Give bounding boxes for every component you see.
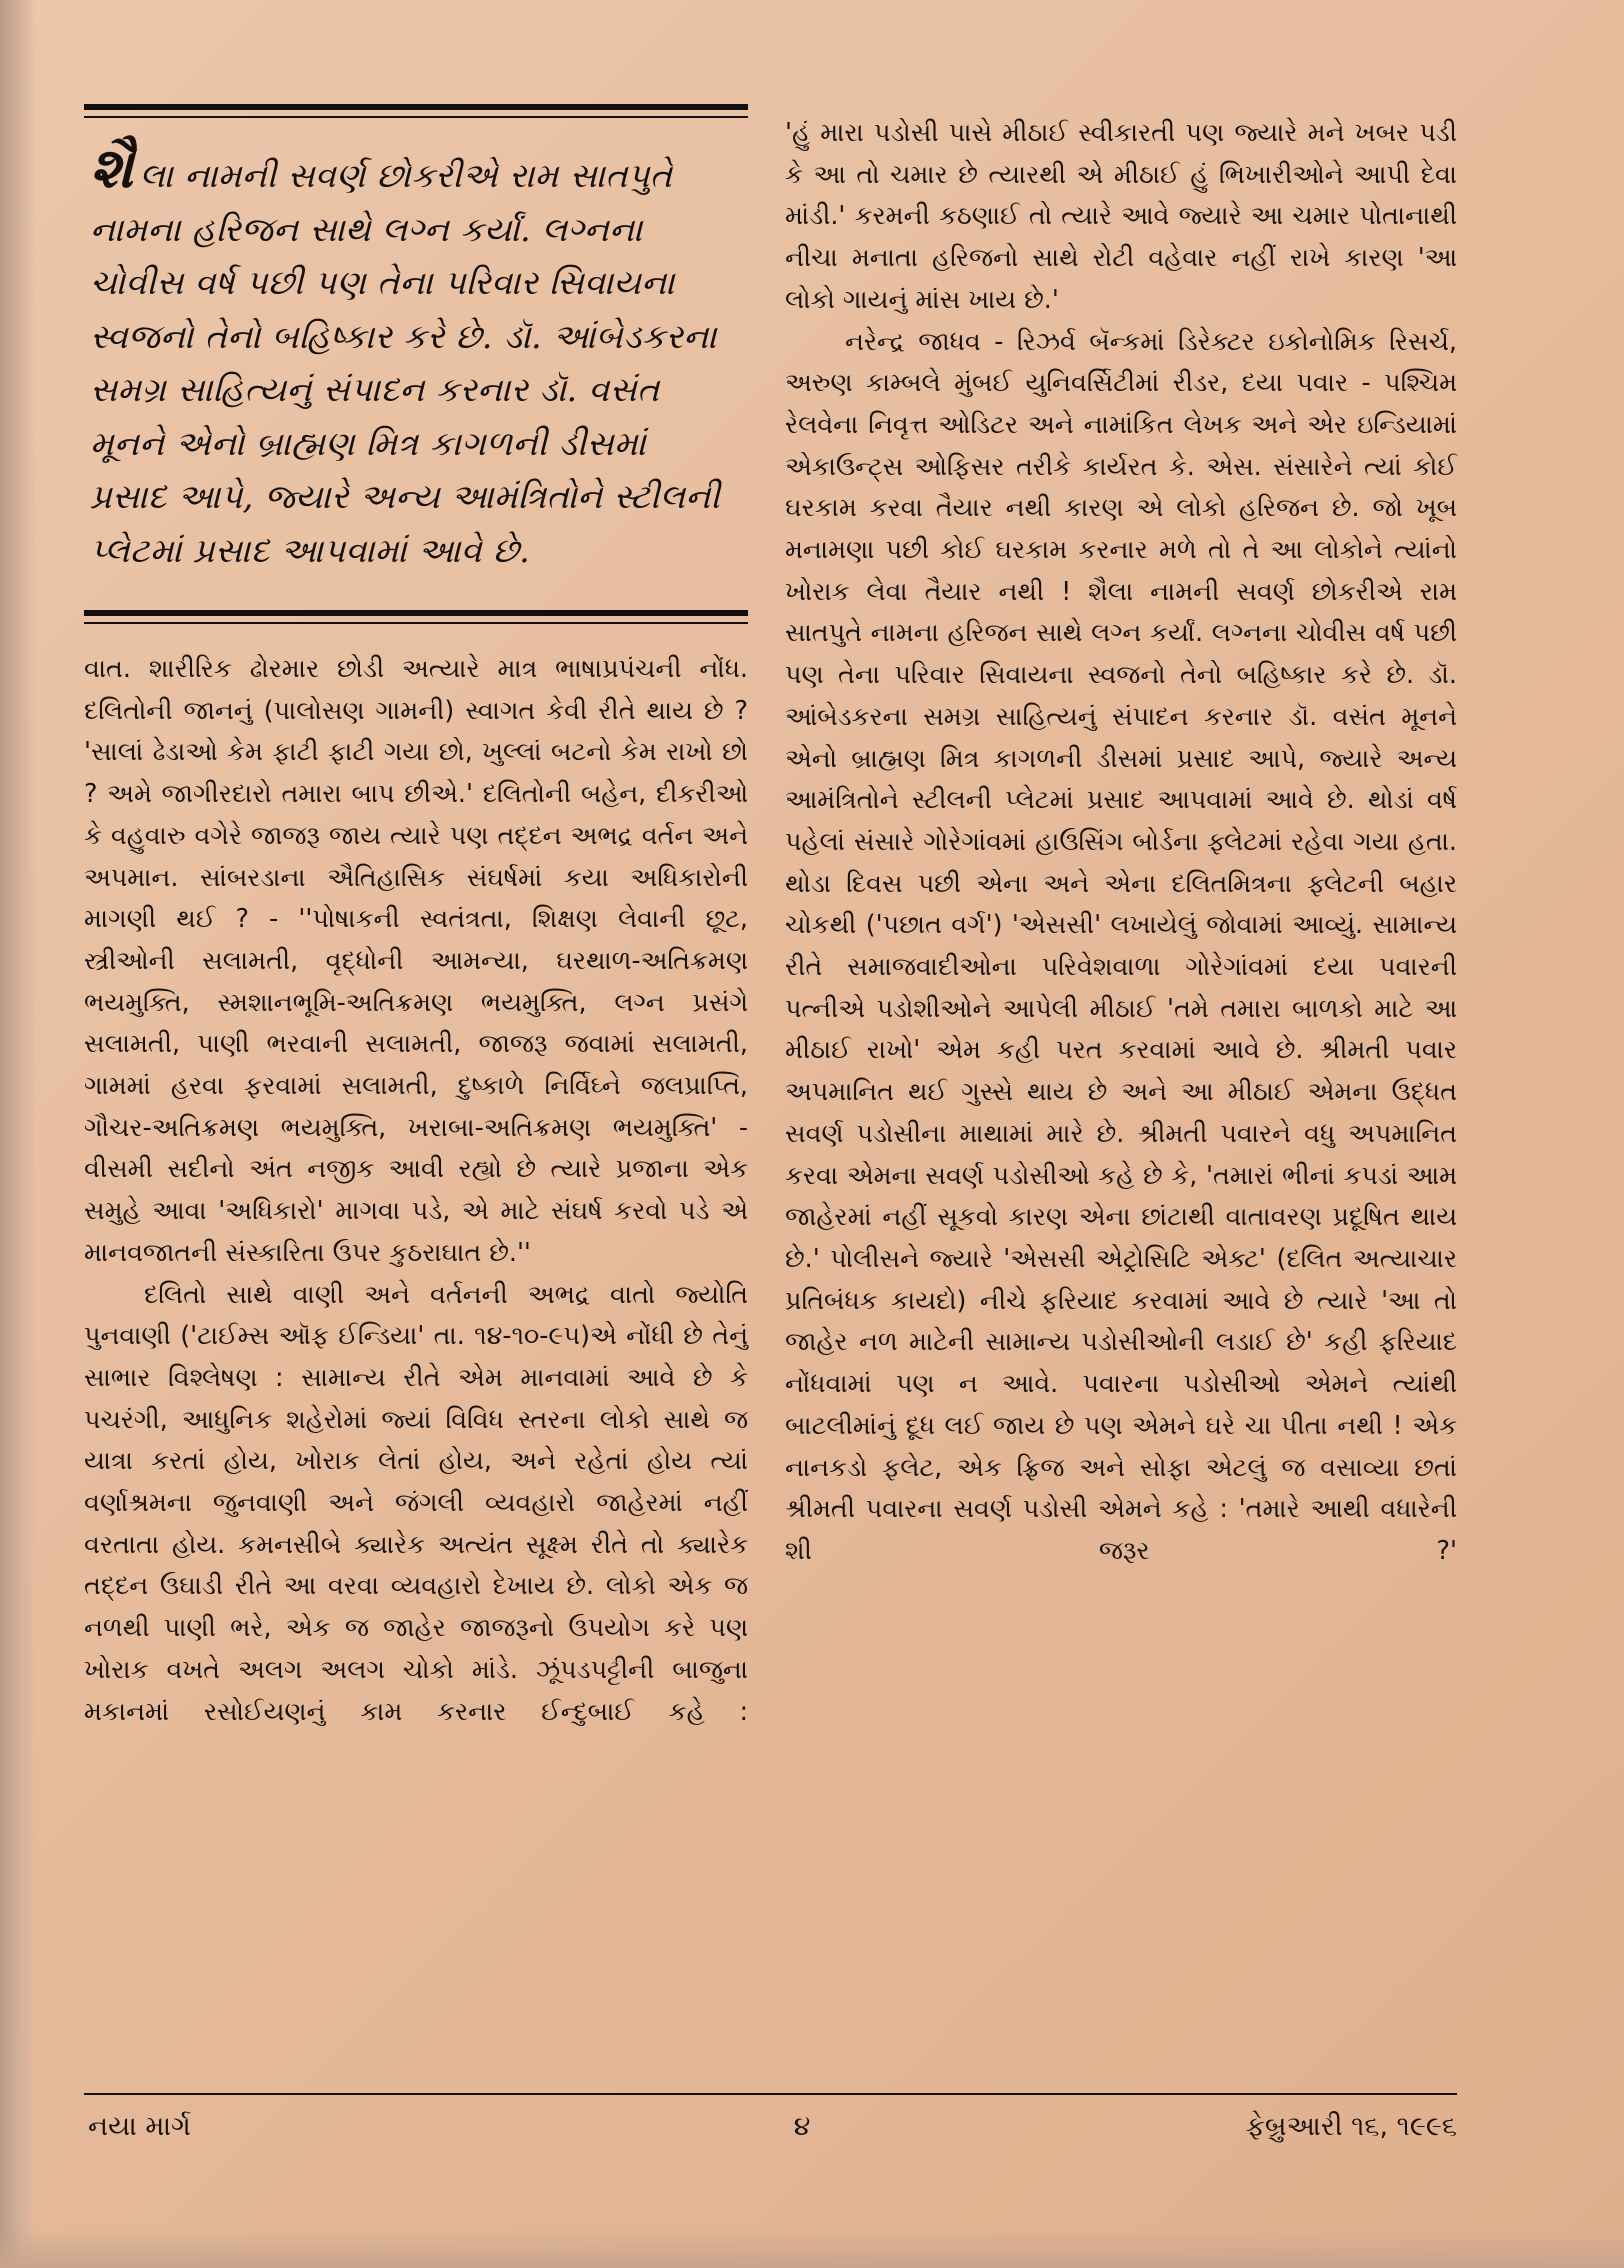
pull-quote-top-rule-thick: [84, 104, 748, 110]
right-column: [785, 112, 1457, 1572]
footer-rule: [84, 2093, 1457, 2095]
right-paragraph-2: નરેન્દ્ર જાધવ - રિઝર્વ બૅન્કમાં ડિરેક્ટર ઇકોનોમિક રિસર્ચ, અરુણ કામ્બલે મુંબઈ યુનિવર્સિટીમાં રીડર, દયા પવાર - પશ્ચિમ રેલવેના નિવૃત્ત ઓડિટર અને નામાંકિત લેખક અને એર ઇન્ડિયામાં એકાઉન્ટ્સ ઓફિસર તરીકે કાર્યરત કે. એસ. સંસારેને ત્યાં કોઈ ઘરકામ કરવા તૈયાર નથી કારણ એ લોકો હરિજન છે. જો ખૂબ મનામણા પછી કોઈ ઘરકામ કરનાર મળે તો તે આ લોકોને ત્યાંનો ખોરાક લેવા તૈયાર નથી ! શૈલા નામની સવર્ણ છોકરીએ રામ સાતપુતે નામના હરિજન સાથે લગ્ન કર્યાં. લગ્નના ચોવીસ વર્ષ પછી પણ તેના પરિવાર સિવાયના સ્વજનો તેનો બહિષ્કાર કરે છે. ડૉ. આંબેડકરના સમગ્ર સાહિત્યનું સંપાદન કરનાર ડૉ. વસંત મૂનને એનો બ્રાહ્મણ મિત્ર કાગળની ડીસમાં પ્રસાદ આપે, જ્યારે અન્ય આમંત્રિતોને સ્ટીલની પ્લેટમાં પ્રસાદ આપવામાં આવે છે. થોડાં વર્ષ પહેલાં સંસારે ગોરેગાંવમાં હાઉસિંગ બોર્ડના ફ્લેટમાં રહેવા ગયા હતા. થોડા દિવસ પછી એના અને એના દલિતમિત્રના ફ્લેટની બહાર ચોકથી ('પછાત વર્ગ') 'એસસી' લખાયેલું જોવામાં આવ્યું. સામાન્ય રીતે સમાજવાદીઓના પરિવેશવાળા ગોરેગાંવમાં દયા પવારની પત્નીએ પડોશીઓને આપેલી મીઠાઈ 'તમે તમારા બાળકો માટે આ મીઠાઈ રાખો' એમ કહી પરત કરવામાં આવે છે. શ્રીમતી પવાર અપમાનિત થઈ ગુસ્સે થાય છે અને આ મીઠાઈ એમના ઉદ્ધત સવર્ણ પડોસીના માથામાં મારે છે. શ્રીમતી પવારને વધુ અપમાનિત કરવા એમના સવર્ણ પડોસીઓ કહે છે કે, 'તમારાં ભીનાં કપડાં આમ જાહેરમાં નહીં સૂકવો કારણ એના છાંટાથી વાતાવરણ પ્રદૂષિત થાય છે.' પોલીસને જ્યારે 'એસસી એટ્રોસિટિ એક્ટ' (દલિત અત્યાચાર પ્રતિબંધક કાયદો) નીચે ફરિયાદ કરવામાં આવે છે ત્યારે 'આ તો જાહેર નળ માટેની સામાન્ય પડોસીઓની લડાઈ છે' કહી ફરિયાદ નોંધવામાં પણ ન આવે. પવારના પડોસીઓ એમને ત્યાંથી બાટલીમાંનું દૂધ લઈ જાય છે પણ એમને ઘરે ચા પીતા નથી ! એક નાનકડો ફલેટ, એક ફ્રિજ અને સોફા એટલું જ વસાવ્યા છતાં શ્રીમતી પવારના સવર્ણ પડોસી એમને કહે : 'તમારે આથી વધારેની શી જરૂર ?': [785, 325, 1457, 1565]
footer-date: ફેબ્રુઆરી ૧૬, ૧૯૯૬: [1245, 2111, 1457, 2142]
pull-quote-bottom-rule-thick: [84, 610, 748, 616]
footer-page-number: ૪: [793, 2111, 811, 2142]
pull-quote-dropcap: શૈ: [90, 135, 134, 201]
left-column: [84, 648, 748, 1732]
left-paragraph-2: દલિતો સાથે વાણી અને વર્તનની અભદ્ર વાતો જ્યોતિ પુનવાણી ('ટાઈમ્સ ઑફ ઈન્ડિયા' તા. ૧૪-૧૦-૯૫)એ નોંધી છે તેનું સાભાર વિશ્લેષણ : સામાન્ય રીતે એમ માનવામાં આવે છે કે પચરંગી, આધુનિક શહેરોમાં જ્યાં વિવિધ સ્તરના લોકો સાથે જ યાત્રા કરતાં હોય, ખોરાક લેતાં હોય, અને રહેતાં હોય ત્યાં વર્ણાશ્રમના જુનવાણી અને જંગલી વ્યવહારો જાહેરમાં નહીં વરતાતા હોય. કમનસીબે ક્યારેક અત્યંત સૂક્ષ્મ રીતે તો ક્યારેક તદ્દન ઉઘાડી રીતે આ વરવા વ્યવહારો દેખાય છે. લોકો એક જ નળથી પાણી ભરે, એક જ જાહેર જાજરૂનો ઉપયોગ કરે પણ ખોરાક વખતે અલગ અલગ ચોકો માંડે. ઝૂંપડપટ્ટીની બાજુના મકાનમાં રસોઈયણનું કામ કરનાર ઈન્દુબાઈ કહે :: [84, 1278, 748, 1726]
pull-quote-text: લા નામની સવર્ણ છોકરીએ રામ સાતપુતે નામના હરિજન સાથે લગ્ન કર્યાં. લગ્નના ચોવીસ વર્ષ પછી પણ તેના પરિવાર સિવાયના સ્વજનો તેનો બહિષ્કાર કરે છે. ડૉ. આંબેડકરના સમગ્ર સાહિત્યનું સંપાદન કરનાર ડૉ. વસંત મૂનને એનો બ્રાહ્મણ મિત્ર કાગળની ડીસમાં પ્રસાદ આપે, જ્યારે અન્ય આમંત્રિતોને સ્ટીલની પ્લેટમાં પ્રસાદ આપવામાં આવે છે.: [90, 156, 721, 570]
pull-quote-top-rule-thin: [84, 116, 748, 118]
page-left-edge-shadow: [0, 0, 36, 2268]
right-paragraph-1: 'હું મારા પડોસી પાસે મીઠાઈ સ્વીકારતી પણ જ્યારે મને ખબર પડી કે આ તો ચમાર છે ત્યારથી એ મીઠાઈ હું ભિખારીઓને આપી દેવા માંડી.' કરમની કઠણાઈ તો ત્યારે આવે જ્યારે આ ચમાર પોતાનાથી નીચા મનાતા હરિજનો સાથે રોટી વહેવાર નહીં રાખે કારણ 'આ લોકો ગાયનું માંસ ખાય છે.': [785, 117, 1457, 314]
pull-quote: [90, 135, 730, 577]
pull-quote-bottom-rule-thin: [84, 622, 748, 624]
footer-publication-name: નયા માર્ગ: [88, 2111, 191, 2142]
left-paragraph-1: વાત. શારીરિક ઢોરમાર છોડી અત્યારે માત્ર ભાષાપ્રપંચની નોંધ. દલિતોની જાનનું (પાલોસણ ગામની) સ્વાગત કેવી રીતે થાય છે ? 'સાલાં ઢેડાઓ કેમ ફાટી ફાટી ગયા છો, ખુલ્લાં બટનો કેમ રાખો છો ? અમે જાગીરદારો તમારા બાપ છીએ.' દલિતોની બહેન, દીકરીઓ કે વહુવારુ વગેરે જાજરૂ જાય ત્યારે પણ તદ્દન અભદ્ર વર્તન અને અપમાન. સાંબરડાના ઐતિહાસિક સંઘર્ષમાં કયા અધિકારોની માગણી થઈ ? - ''પોષાકની સ્વતંત્રતા, શિક્ષણ લેવાની છૂટ, સ્ત્રીઓની સલામતી, વૃદ્ધોની આમન્યા, ઘરથાળ-અતિક્રમણ ભયમુક્તિ, સ્મશાનભૂમિ-અતિક્રમણ ભયમુક્તિ, લગ્ન પ્રસંગે સલામતી, પાણી ભરવાની સલામતી, જાજરૂ જવામાં સલામતી, ગામમાં હરવા ફરવામાં સલામતી, દુષ્કાળે નિર્વિઘ્ને જલપ્રાપ્તિ, ગૌચર-અતિક્રમણ ભયમુક્તિ, ખરાબા-અતિક્રમણ ભયમુક્તિ' - વીસમી સદીનો અંત નજીક આવી રહ્યો છે ત્યારે પ્રજાના એક સમુહે આવા 'અધિકારો' માગવા પડે, એ માટે સંઘર્ષ કરવો પડે એ માનવજાતની સંસ્કારિતા ઉપર કુઠરાઘાત છે.'': [84, 653, 748, 1267]
page-bottom-edge-shadow: [0, 2228, 1624, 2268]
